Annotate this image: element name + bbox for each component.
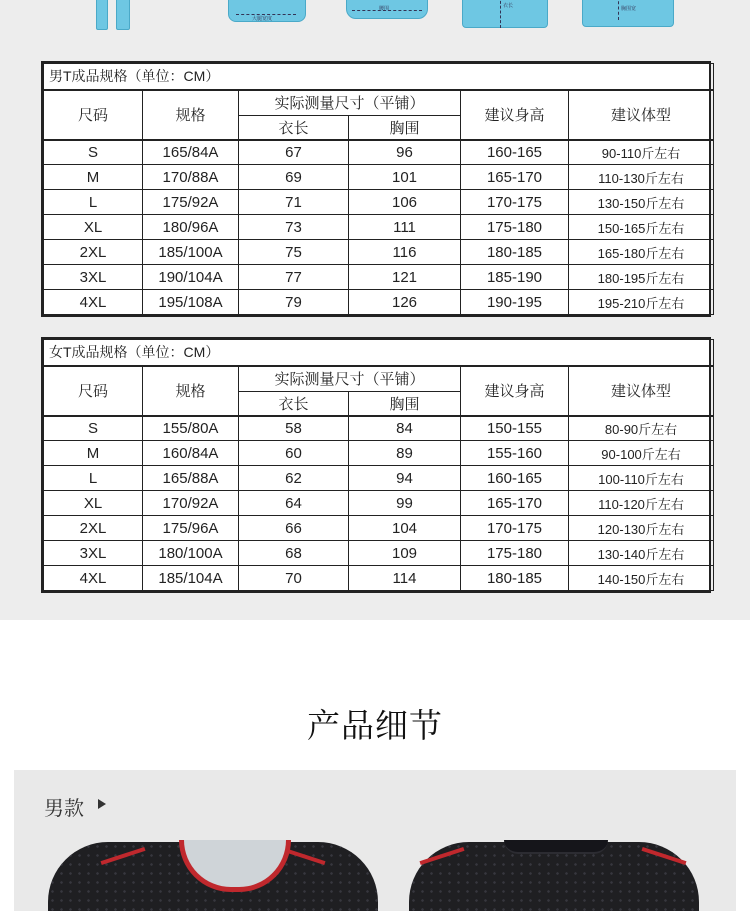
cell-spec: 160/84A — [143, 441, 239, 466]
cell-spec: 155/80A — [143, 416, 239, 441]
cell-weight: 130-140斤左右 — [569, 541, 714, 566]
cell-size: 4XL — [44, 290, 143, 315]
header-size: 尺码 — [44, 366, 143, 416]
cell-size: M — [44, 165, 143, 190]
men-style-label: 男款 — [44, 798, 84, 820]
header-height: 建议身高 — [461, 366, 569, 416]
cell-weight: 150-165斤左右 — [569, 215, 714, 240]
shirt-front-image — [48, 842, 378, 911]
cell-height: 150-155 — [461, 416, 569, 441]
cell-weight: 90-110斤左右 — [569, 140, 714, 165]
cell-weight: 120-130斤左右 — [569, 516, 714, 541]
cell-length: 69 — [239, 165, 349, 190]
cell-weight: 90-100斤左右 — [569, 441, 714, 466]
shirt-back-collar — [504, 840, 608, 854]
cell-height: 165-170 — [461, 165, 569, 190]
cell-chest: 96 — [349, 140, 461, 165]
header-spec: 规格 — [143, 90, 239, 140]
cell-spec: 185/104A — [143, 566, 239, 591]
cell-spec: 180/96A — [143, 215, 239, 240]
garment-illustrations — [0, 0, 750, 40]
cell-spec: 185/100A — [143, 240, 239, 265]
table-row — [44, 541, 714, 566]
pants-illustration-right-leg — [116, 0, 130, 30]
header-weight: 建议体型 — [569, 90, 714, 140]
header-size: 尺码 — [44, 90, 143, 140]
shirt-back-image — [409, 842, 699, 911]
cell-size: 2XL — [44, 516, 143, 541]
cell-height: 180-185 — [461, 566, 569, 591]
header-chest: 胸围 — [349, 392, 461, 416]
shirt-chest-line — [618, 0, 619, 20]
cell-size: XL — [44, 215, 143, 240]
cell-chest: 89 — [349, 441, 461, 466]
header-spec: 规格 — [143, 366, 239, 416]
table-row — [44, 441, 714, 466]
cell-chest: 116 — [349, 240, 461, 265]
table-row — [44, 165, 714, 190]
women-size-table — [41, 337, 711, 593]
table-row — [44, 240, 714, 265]
table-row — [44, 265, 714, 290]
table-row — [44, 290, 714, 315]
cell-chest: 94 — [349, 466, 461, 491]
cell-height: 185-190 — [461, 265, 569, 290]
cell-length: 73 — [239, 215, 349, 240]
table-row — [44, 566, 714, 591]
cell-length: 64 — [239, 491, 349, 516]
shorts-measure-label: 大腿宽度 — [252, 16, 273, 22]
cell-height: 155-160 — [461, 441, 569, 466]
header-length: 衣长 — [239, 392, 349, 416]
cell-height: 165-170 — [461, 491, 569, 516]
cell-length: 75 — [239, 240, 349, 265]
cell-length: 67 — [239, 140, 349, 165]
cell-size: L — [44, 466, 143, 491]
cell-length: 71 — [239, 190, 349, 215]
header-height: 建议身高 — [461, 90, 569, 140]
cell-length: 79 — [239, 290, 349, 315]
men-table-caption: 男T成品规格（单位：CM） — [44, 64, 714, 90]
pants-illustration-left-leg — [96, 0, 108, 30]
cell-length: 66 — [239, 516, 349, 541]
cell-weight: 80-90斤左右 — [569, 416, 714, 441]
header-length: 衣长 — [239, 116, 349, 140]
cell-height: 190-195 — [461, 290, 569, 315]
cell-weight: 180-195斤左右 — [569, 265, 714, 290]
cell-weight: 110-130斤左右 — [569, 165, 714, 190]
cell-size: 2XL — [44, 240, 143, 265]
cell-size: 4XL — [44, 566, 143, 591]
cell-length: 60 — [239, 441, 349, 466]
cell-length: 70 — [239, 566, 349, 591]
shorts-width-label: 腰围 — [379, 6, 390, 12]
cell-spec: 190/104A — [143, 265, 239, 290]
men-size-table — [41, 61, 711, 317]
cell-size: 3XL — [44, 541, 143, 566]
cell-weight: 195-210斤左右 — [569, 290, 714, 315]
cell-height: 170-175 — [461, 190, 569, 215]
play-arrow-icon — [98, 799, 106, 809]
cell-spec: 175/92A — [143, 190, 239, 215]
cell-chest: 114 — [349, 566, 461, 591]
header-measure-group: 实际测量尺寸（平铺） — [239, 366, 461, 392]
cell-weight: 140-150斤左右 — [569, 566, 714, 591]
cell-size: XL — [44, 491, 143, 516]
product-details-title: 产品细节 — [307, 707, 443, 744]
table-row — [44, 140, 714, 165]
cell-chest: 121 — [349, 265, 461, 290]
cell-chest: 104 — [349, 516, 461, 541]
cell-chest: 101 — [349, 165, 461, 190]
cell-height: 160-165 — [461, 466, 569, 491]
cell-spec: 165/84A — [143, 140, 239, 165]
cell-weight: 110-120斤左右 — [569, 491, 714, 516]
table-row — [44, 215, 714, 240]
cell-weight: 100-110斤左右 — [569, 466, 714, 491]
cell-spec: 195/108A — [143, 290, 239, 315]
table-row — [44, 416, 714, 441]
header-chest: 胸围 — [349, 116, 461, 140]
cell-height: 180-185 — [461, 240, 569, 265]
product-details-panel — [14, 770, 736, 911]
cell-spec: 175/96A — [143, 516, 239, 541]
cell-size: S — [44, 140, 143, 165]
header-weight: 建议体型 — [569, 366, 714, 416]
cell-chest: 106 — [349, 190, 461, 215]
table-row — [44, 466, 714, 491]
cell-chest: 84 — [349, 416, 461, 441]
cell-length: 58 — [239, 416, 349, 441]
shirt-length-label: 衣长 — [503, 3, 514, 9]
cell-weight: 165-180斤左右 — [569, 240, 714, 265]
cell-height: 175-180 — [461, 541, 569, 566]
cell-spec: 170/92A — [143, 491, 239, 516]
cell-length: 68 — [239, 541, 349, 566]
cell-height: 175-180 — [461, 215, 569, 240]
cell-length: 77 — [239, 265, 349, 290]
cell-size: M — [44, 441, 143, 466]
cell-chest: 126 — [349, 290, 461, 315]
cell-chest: 99 — [349, 491, 461, 516]
cell-size: L — [44, 190, 143, 215]
cell-height: 160-165 — [461, 140, 569, 165]
women-table-caption: 女T成品规格（单位：CM） — [44, 340, 714, 366]
cell-spec: 165/88A — [143, 466, 239, 491]
table-row — [44, 516, 714, 541]
cell-size: 3XL — [44, 265, 143, 290]
cell-chest: 111 — [349, 215, 461, 240]
cell-length: 62 — [239, 466, 349, 491]
table-row — [44, 491, 714, 516]
cell-spec: 180/100A — [143, 541, 239, 566]
cell-chest: 109 — [349, 541, 461, 566]
cell-size: S — [44, 416, 143, 441]
table-row — [44, 190, 714, 215]
cell-weight: 130-150斤左右 — [569, 190, 714, 215]
shirt-length-line — [500, 0, 501, 28]
cell-spec: 170/88A — [143, 165, 239, 190]
shirt-chest-label: 胸围宽 — [621, 6, 637, 12]
header-measure-group: 实际测量尺寸（平铺） — [239, 90, 461, 116]
cell-height: 170-175 — [461, 516, 569, 541]
